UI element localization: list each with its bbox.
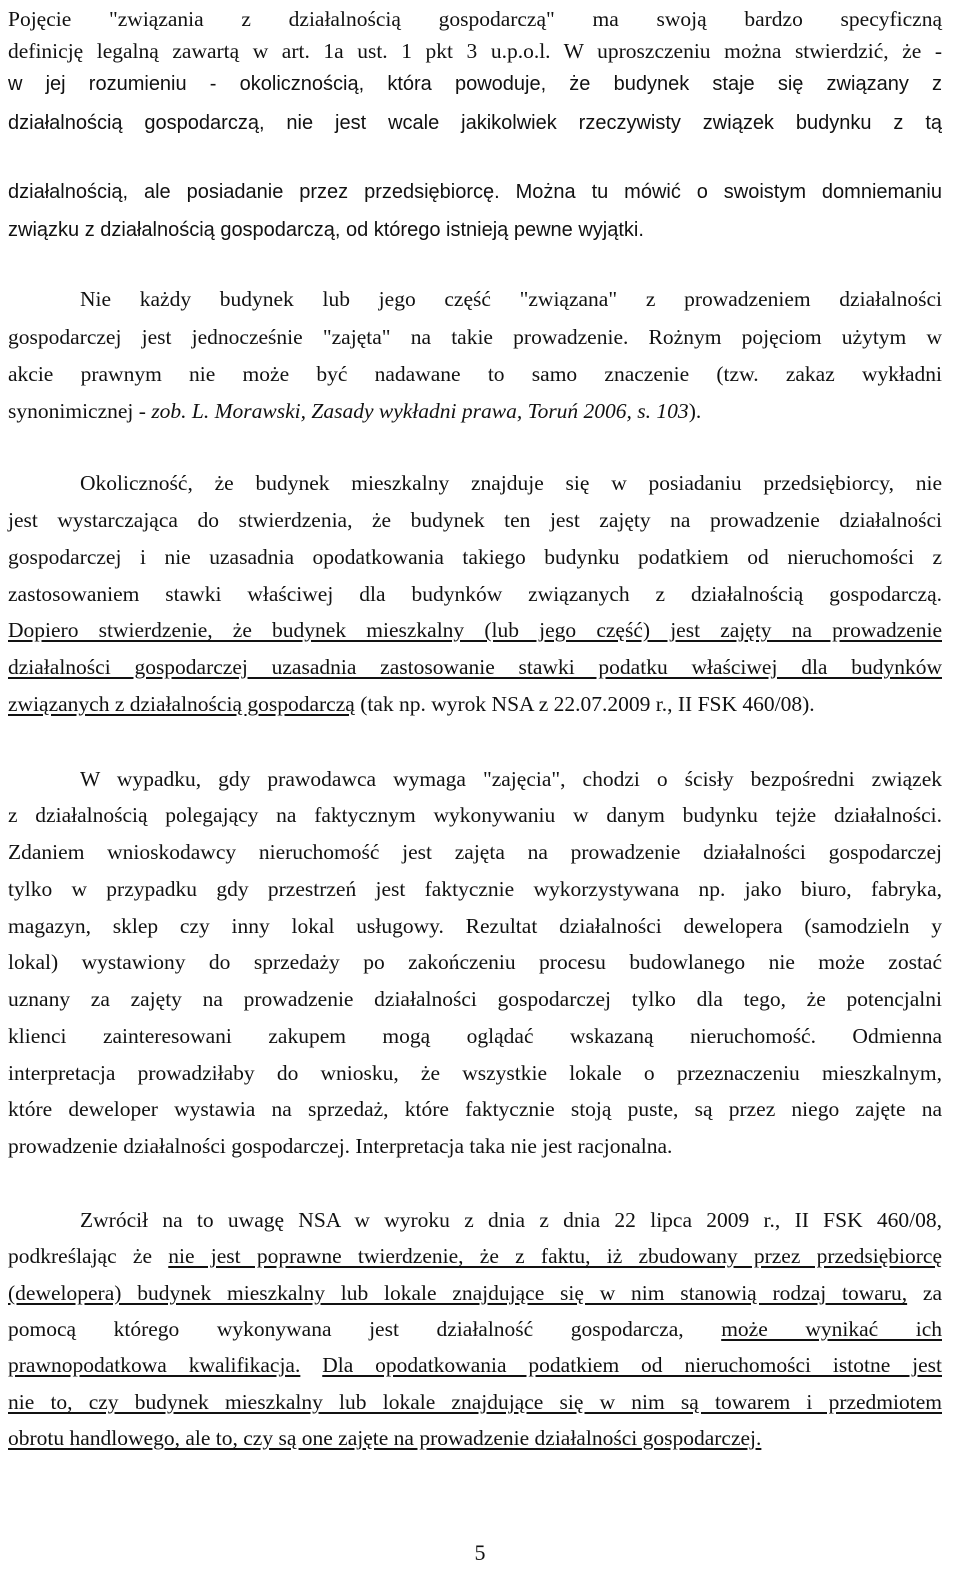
p1-line-3: w jej rozumieniu - okolicznością, która powoduje, że budynek staje się związany z [8, 73, 942, 95]
p5-line-2-underlined: nie jest poprawne twierdzenie, że z faktu, iż zbudowany przez przedsiębiorcę [168, 1244, 942, 1268]
p1-line-2: definicję legalną zawartą w art. 1a ust. 1 pkt 3 u.p.o.l. W uproszczeniu można stwierdzić, że - [8, 39, 942, 63]
p5-line-6: nie to, czy budynek mieszkalny lub lokale znajdujące się w nim są towarem i przedmiotem [8, 1390, 942, 1414]
p5-line-5 [8, 1349, 942, 1381]
p4-line-2: z działalnością polegający na faktycznym wykonywaniu w danym budynku tejże działalności. [8, 803, 942, 827]
p3-line-2: jest wystarczająca do stwierdzenia, że budynek ten jest zajęty na prowadzenie działalności [8, 508, 942, 532]
p3-line-4: zastosowaniem stawki właściwej dla budynków związanych z działalnością gospodarczą. [8, 582, 942, 606]
p5-line-2-a: podkreślając że [8, 1244, 169, 1268]
p1-line-4: działalnością gospodarczą, nie jest wcale jakikolwiek rzeczywisty związek budynku z tą [8, 112, 942, 134]
p2-line-4-c: ). [688, 399, 702, 423]
p1-line-6: związku z działalnością gospodarczą, od którego istnieją pewne wyjątki. [8, 219, 644, 241]
citation-italic: zob. L. Morawski, Zasady wykładni prawa, Toruń 2006, s. 103 [151, 399, 689, 423]
p4-line-9: interpretacja prowadziłaby do wniosku, że wszystkie lokale o przeznaczeniu mieszkalnym, [8, 1061, 942, 1085]
p2-line-1: Nie każdy budynek lub jego część "związana" z prowadzeniem działalności [80, 287, 942, 311]
p5-line-3-rest: za [907, 1281, 942, 1305]
p5-line-3 [8, 1277, 942, 1309]
p3-line-1: Okoliczność, że budynek mieszkalny znajduje się w posiadaniu przedsiębiorcy, nie [80, 471, 942, 495]
p4-line-1: W wypadku, gdy prawodawca wymaga "zajęcia", chodzi o ścisły bezpośredni związek [80, 767, 942, 791]
p4-line-11: prowadzenie działalności gospodarczej. Interpretacja taka nie jest racjonalna. [8, 1134, 673, 1158]
p5-line-7: obrotu handlowego, ale to, czy są one zajęte na prowadzenie działalności gospodarczej. [8, 1426, 762, 1450]
p3-line-7-underlined: związanych z działalnością gospodarczą [8, 692, 355, 716]
p5-line-3-underlined: (dewelopera) budynek mieszkalny lub lokale znajdujące się w nim stanowią rodzaj towaru, [8, 1281, 908, 1305]
p3-line-7-rest: (tak np. wyrok NSA z 22.07.2009 r., II FSK 460/08). [354, 692, 815, 716]
p1-line-1: Pojęcie "związania z działalnością gospodarczą" ma swoją bardzo specyficzną [8, 7, 942, 31]
p4-line-7: uznany za zajęty na prowadzenie działalności gospodarczej tylko dla tego, że potencjalni [8, 987, 942, 1011]
p5-line-5-underlined-2: Dla opodatkowania podatkiem od nieruchomości istotne jest [322, 1353, 942, 1377]
p2-line-3: akcie prawnym nie może być nadawane to samo znaczenie (tzw. zakaz wykładni [8, 362, 942, 386]
p1-line-5: działalnością, ale posiadanie przez przedsiębiorcę. Można tu mówić o swoistym domniemaniu [8, 181, 942, 203]
page-number: 5 [474, 1540, 486, 1565]
p5-line-4 [8, 1313, 942, 1345]
p5-line-4-a: pomocą którego wykonywana jest działalność gospodarcza, [8, 1317, 722, 1341]
p3-line-5: Dopiero stwierdzenie, że budynek mieszkalny (lub jego część) jest zajęty na prowadzenie [8, 618, 942, 642]
p4-line-8: klienci zainteresowani zakupem mogą oglądać wskazaną nieruchomość. Odmienna [8, 1024, 942, 1048]
p4-line-4: tylko w przypadku gdy przestrzeń jest faktycznie wykorzystywana np. jako biuro, fabryka, [8, 877, 942, 901]
p3-line-7 [8, 688, 942, 720]
p2-line-4-a: synonimicznej - [8, 399, 152, 423]
p5-line-5-underlined-1: prawnopodatkowa kwalifikacja. [8, 1353, 301, 1377]
p4-line-6: lokal) wystawiony do sprzedaży po zakończeniu procesu budowlanego nie może zostać [8, 950, 942, 974]
p2-line-4 [8, 395, 942, 427]
p5-line-4-underlined: może wynikać ich [721, 1317, 942, 1341]
p3-line-6: działalności gospodarczej uzasadnia zastosowanie stawki podatku właściwej dla budynków [8, 655, 942, 679]
p5-line-1: Zwrócił na to uwagę NSA w wyroku z dnia z dnia 22 lipca 2009 r., II FSK 460/08, [80, 1208, 942, 1232]
p4-line-5: magazyn, sklep czy inny lokal usługowy. Rezultat działalności dewelopera (samodzieln y [8, 914, 942, 938]
p3-line-3: gospodarczej i nie uzasadnia opodatkowania takiego budynku podatkiem od nieruchomości z [8, 545, 942, 569]
p4-line-3: Zdaniem wnioskodawcy nieruchomość jest zajęta na prowadzenie działalności gospodarczej [8, 840, 942, 864]
p5-line-2 [8, 1240, 942, 1272]
p2-line-2: gospodarczej jest jednocześnie "zajęta" na takie prowadzenie. Rożnym pojęciom użytym w [8, 325, 942, 349]
p4-line-10: które deweloper wystawia na sprzedaż, które faktycznie stoją puste, są przez niego zajęte na [8, 1097, 942, 1121]
